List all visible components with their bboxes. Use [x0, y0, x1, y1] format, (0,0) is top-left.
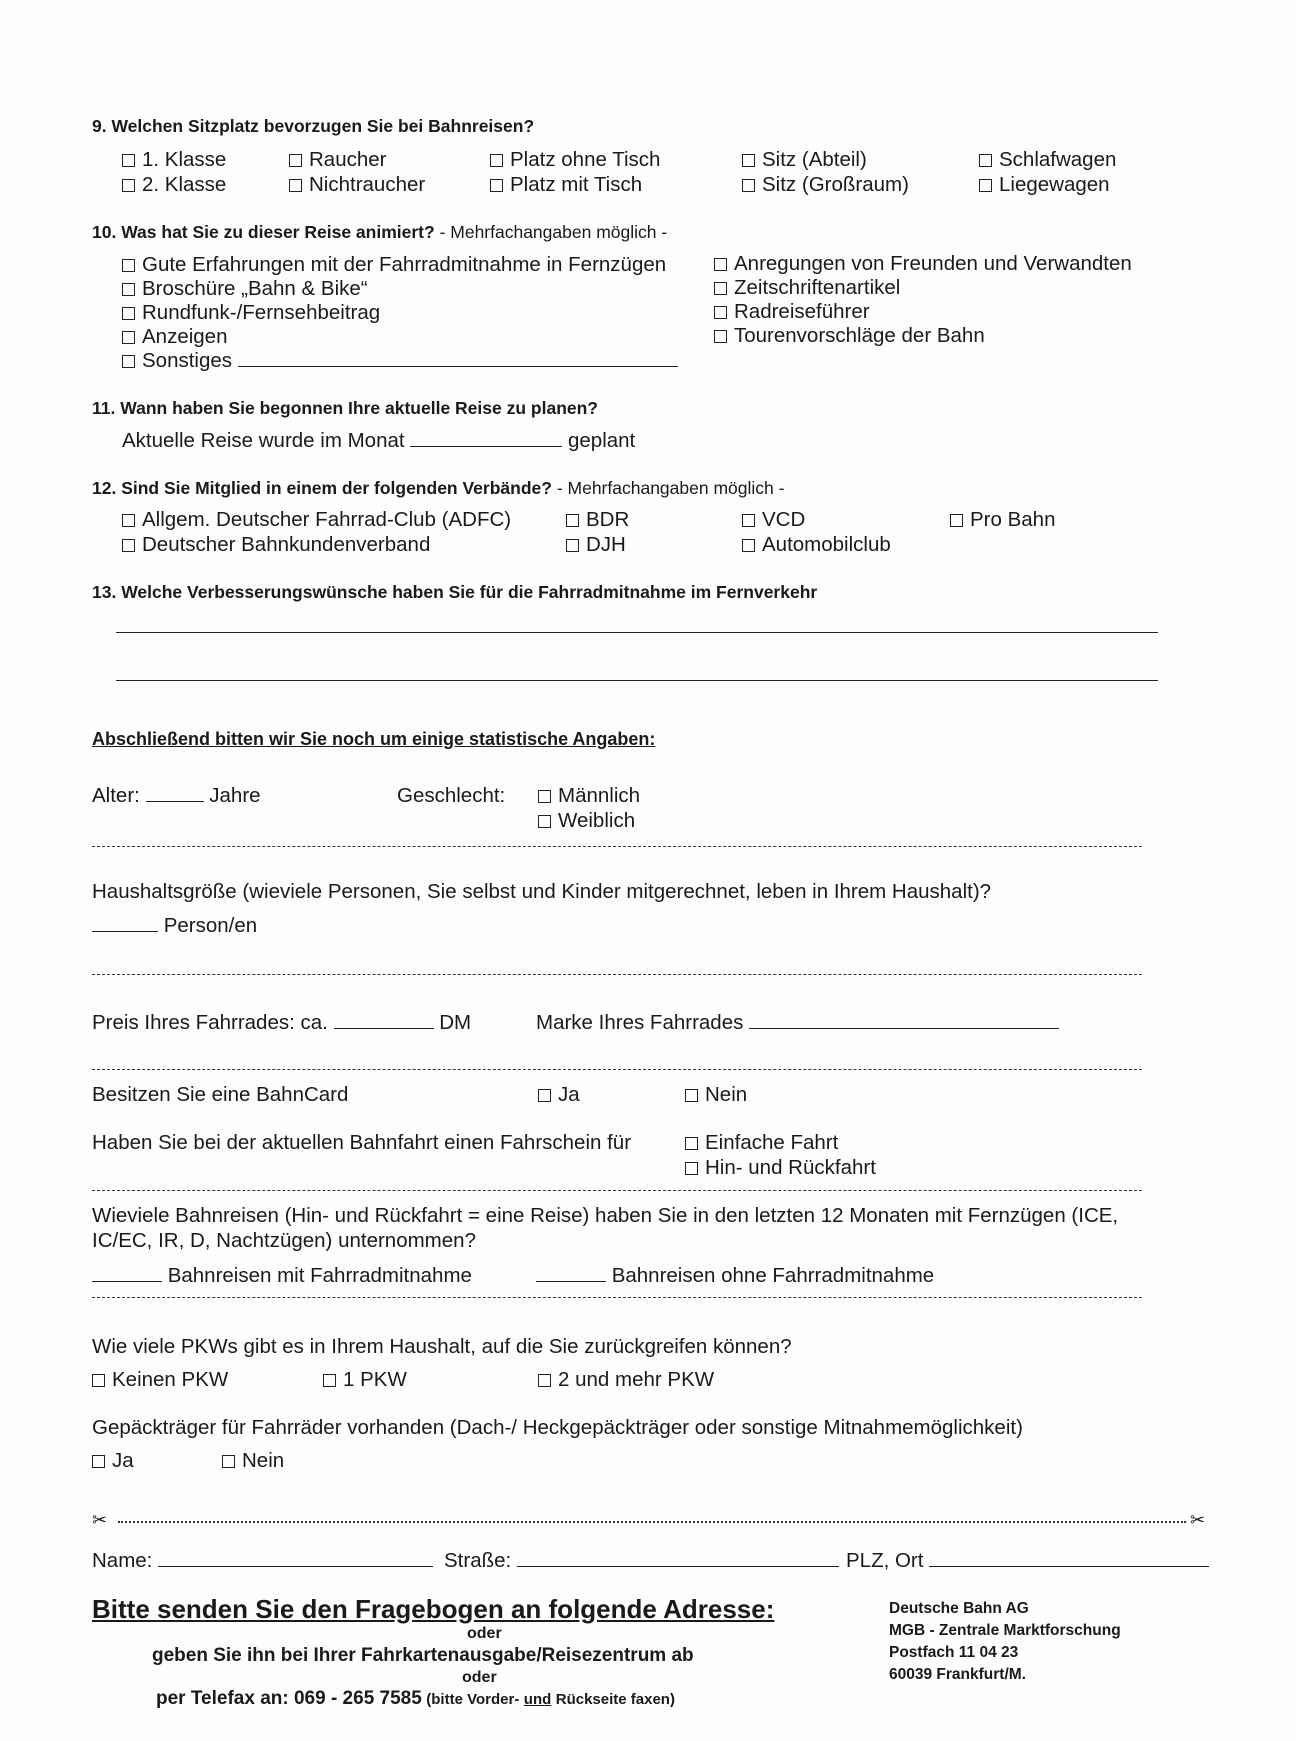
checkbox[interactable] [122, 331, 135, 344]
q9-option-raucher[interactable]: Raucher [289, 148, 387, 172]
oder-1: oder [467, 1625, 502, 1642]
address-line: MGB - Zentrale Marktforschung [889, 1622, 1121, 1639]
q10-option-broschuere[interactable]: Broschüre „Bahn & Bike“ [122, 277, 368, 301]
divider [92, 846, 1142, 847]
gepaeck-ja[interactable]: Ja [92, 1449, 134, 1473]
checkbox[interactable] [289, 179, 302, 192]
pkw-question: Wie viele PKWs gibt es in Ihrem Haushalt, auf die Sie zurückgreifen können? [92, 1335, 792, 1358]
checkbox[interactable] [714, 330, 727, 343]
checkbox[interactable] [538, 1374, 551, 1387]
q9-option-platz-mit-tisch[interactable]: Platz mit Tisch [490, 173, 642, 197]
checkbox[interactable] [714, 282, 727, 295]
q12-option-automobilclub[interactable]: Automobilclub [742, 533, 891, 557]
alter-row: Alter: Jahre [92, 784, 261, 807]
strasse-input[interactable] [517, 1565, 839, 1567]
q13-answer-line-2[interactable] [116, 680, 1158, 681]
plz-input[interactable] [929, 1565, 1209, 1567]
cut-line [118, 1521, 1186, 1523]
checkbox[interactable] [742, 179, 755, 192]
marke-row: Marke Ihres Fahrrades [536, 1011, 1059, 1035]
q13-title: 13. Welche Verbesserungswünsche haben Sie für die Fahrradmitnahme im Fernverkehr [92, 582, 818, 602]
marke-input[interactable] [749, 1027, 1059, 1029]
checkbox[interactable] [950, 514, 963, 527]
q10-option-anregungen[interactable]: Anregungen von Freunden und Verwandten [714, 252, 1132, 276]
checkbox[interactable] [979, 179, 992, 192]
checkbox[interactable] [714, 306, 727, 319]
q10-option-anzeigen[interactable]: Anzeigen [122, 325, 227, 349]
q12-option-bahnkundenverband[interactable]: Deutscher Bahnkundenverband [122, 533, 430, 557]
haushalt-row: Person/en [92, 914, 257, 938]
strasse-field[interactable]: Straße: [444, 1549, 839, 1573]
checkbox[interactable] [122, 283, 135, 296]
q12-title: 12. Sind Sie Mitglied in einem der folgenden Verbände? - Mehrfachangaben möglich - [92, 478, 785, 498]
checkbox[interactable] [685, 1137, 698, 1150]
q10-option-sonstiges[interactable]: Sonstiges [122, 349, 678, 373]
q12-option-bdr[interactable]: BDR [566, 508, 629, 532]
checkbox[interactable] [490, 179, 503, 192]
checkbox[interactable] [122, 307, 135, 320]
reisen-question-line1: Wieviele Bahnreisen (Hin- und Rückfahrt = eine Reise) haben Sie in den letzten 12 Monaten mit Fernzügen (ICE, [92, 1204, 1119, 1227]
fax-line: per Telefax an: 069 - 265 7585 (bitte Vorder- und Rückseite faxen) [156, 1688, 675, 1709]
preis-row: Preis Ihres Fahrrades: ca. DM [92, 1011, 472, 1034]
reisen-mit-input[interactable] [92, 1280, 162, 1282]
q9-title: 9. Welchen Sitzplatz bevorzugen Sie bei Bahnreisen? [92, 116, 535, 136]
haushalt-question: Haushaltsgröße (wieviele Personen, Sie selbst und Kinder mitgerechnet, leben in Ihrem Haushalt)? [92, 880, 992, 903]
q10-option-zeitschriften[interactable]: Zeitschriftenartikel [714, 276, 900, 300]
q9-option-nichtraucher[interactable]: Nichtraucher [289, 173, 425, 197]
checkbox[interactable] [122, 259, 135, 272]
q12-note: - Mehrfachangaben möglich - [556, 478, 785, 498]
q9-option-platz-ohne-tisch[interactable]: Platz ohne Tisch [490, 148, 660, 172]
checkbox[interactable] [742, 539, 755, 552]
address-line: Deutsche Bahn AG [889, 1600, 1029, 1617]
plz-field[interactable]: PLZ, Ort [846, 1549, 1209, 1573]
geschlecht-weiblich[interactable]: Weiblich [538, 809, 635, 833]
reisen-ohne-row: Bahnreisen ohne Fahrradmitnahme [536, 1264, 934, 1288]
address-line: 60039 Frankfurt/M. [889, 1666, 1026, 1683]
q10-option-radreisefuehrer[interactable]: Radreiseführer [714, 300, 870, 324]
gepaeck-nein[interactable]: Nein [222, 1449, 284, 1473]
checkbox[interactable] [122, 179, 135, 192]
checkbox[interactable] [92, 1455, 105, 1468]
q10-option-rundfunk[interactable]: Rundfunk-/Fernsehbeitrag [122, 301, 380, 325]
checkbox[interactable] [685, 1162, 698, 1175]
q9-option-liegewagen[interactable]: Liegewagen [979, 173, 1110, 197]
checkbox[interactable] [685, 1089, 698, 1102]
checkbox[interactable] [538, 815, 551, 828]
divider [92, 1297, 1142, 1298]
q11-answer-row: Aktuelle Reise wurde im Monat geplant [122, 429, 636, 452]
scissors-icon: ✂ [92, 1510, 108, 1530]
scissors-icon: ✂ [1190, 1510, 1206, 1530]
reisen-ohne-input[interactable] [536, 1280, 606, 1282]
checkbox[interactable] [742, 514, 755, 527]
bahncard-ja[interactable]: Ja [538, 1083, 580, 1107]
send-address-heading: Bitte senden Sie den Fragebogen an folgende Adresse: [92, 1594, 775, 1624]
q9-option-sitz-abteil[interactable]: Sitz (Abteil) [742, 148, 867, 172]
reisen-mit-row: Bahnreisen mit Fahrradmitnahme [92, 1264, 472, 1288]
q10-title: 10. Was hat Sie zu dieser Reise animiert? - Mehrfachangaben möglich - [92, 222, 668, 242]
bahncard-nein[interactable]: Nein [685, 1083, 747, 1107]
q10-option-tourenvorschlaege[interactable]: Tourenvorschläge der Bahn [714, 324, 985, 348]
sonstiges-input[interactable] [238, 365, 678, 367]
name-field[interactable]: Name: [92, 1549, 433, 1573]
checkbox[interactable] [222, 1455, 235, 1468]
divider [92, 974, 1142, 975]
divider [92, 1190, 1142, 1191]
name-input[interactable] [158, 1565, 433, 1567]
q12-option-pro-bahn[interactable]: Pro Bahn [950, 508, 1055, 532]
q12-option-vcd[interactable]: VCD [742, 508, 805, 532]
fahrschein-hin-rueck[interactable]: Hin- und Rückfahrt [685, 1156, 876, 1180]
q13-answer-line-1[interactable] [116, 632, 1158, 633]
q9-option-sitz-grossraum[interactable]: Sitz (Großraum) [742, 173, 909, 197]
checkbox[interactable] [742, 154, 755, 167]
stats-header: Abschließend bitten wir Sie noch um einige statistische Angaben: [92, 729, 656, 749]
oder-2: oder [462, 1669, 497, 1686]
checkbox[interactable] [538, 1089, 551, 1102]
checkbox[interactable] [490, 154, 503, 167]
checkbox[interactable] [122, 154, 135, 167]
preis-input[interactable] [334, 1027, 434, 1029]
fahrschein-label: Haben Sie bei der aktuellen Bahnfahrt einen Fahrschein für [92, 1131, 632, 1154]
haushalt-input[interactable] [92, 930, 158, 932]
q9-option-2-klasse[interactable]: 2. Klasse [122, 173, 226, 197]
q12-option-adfc[interactable]: Allgem. Deutscher Fahrrad-Club (ADFC) [122, 508, 511, 532]
reisen-question-line2: IC/EC, IR, D, Nachtzügen) unternommen? [92, 1229, 476, 1252]
pkw-eins[interactable]: 1 PKW [323, 1368, 407, 1392]
address-line: Postfach 11 04 23 [889, 1644, 1019, 1661]
checkbox[interactable] [323, 1374, 336, 1387]
divider [92, 1069, 1142, 1070]
reisezentrum-line: geben Sie ihn bei Ihrer Fahrkartenausgabe/Reisezentrum ab [152, 1645, 694, 1666]
checkbox[interactable] [538, 790, 551, 803]
checkbox[interactable] [122, 355, 135, 368]
checkbox[interactable] [566, 539, 579, 552]
geschlecht-label: Geschlecht: [397, 784, 506, 807]
checkbox[interactable] [122, 514, 135, 527]
alter-input[interactable] [146, 800, 204, 802]
q12-option-djh[interactable]: DJH [566, 533, 626, 557]
month-input[interactable] [410, 445, 562, 447]
checkbox[interactable] [289, 154, 302, 167]
q10-option-gute-erfahrungen[interactable]: Gute Erfahrungen mit der Fahrradmitnahme in Fernzügen [122, 253, 666, 277]
checkbox[interactable] [566, 514, 579, 527]
q9-option-schlafwagen[interactable]: Schlafwagen [979, 148, 1116, 172]
checkbox[interactable] [714, 258, 727, 271]
address-block [889, 1598, 1121, 1686]
pkw-zwei-mehr[interactable]: 2 und mehr PKW [538, 1368, 714, 1392]
q9-option-1-klasse[interactable]: 1. Klasse [122, 148, 226, 172]
checkbox[interactable] [92, 1374, 105, 1387]
gepaeck-question: Gepäckträger für Fahrräder vorhanden (Dach-/ Heckgepäckträger oder sonstige Mitnahmemöglichkeit) [92, 1416, 1023, 1439]
q11-title: 11. Wann haben Sie begonnen Ihre aktuelle Reise zu planen? [92, 398, 598, 418]
geschlecht-maennlich[interactable]: Männlich [538, 784, 640, 808]
pkw-keinen[interactable]: Keinen PKW [92, 1368, 228, 1392]
checkbox[interactable] [979, 154, 992, 167]
q10-note: - Mehrfachangaben möglich - [439, 222, 668, 242]
fahrschein-einfach[interactable]: Einfache Fahrt [685, 1131, 838, 1155]
checkbox[interactable] [122, 539, 135, 552]
bahncard-label: Besitzen Sie eine BahnCard [92, 1083, 349, 1106]
